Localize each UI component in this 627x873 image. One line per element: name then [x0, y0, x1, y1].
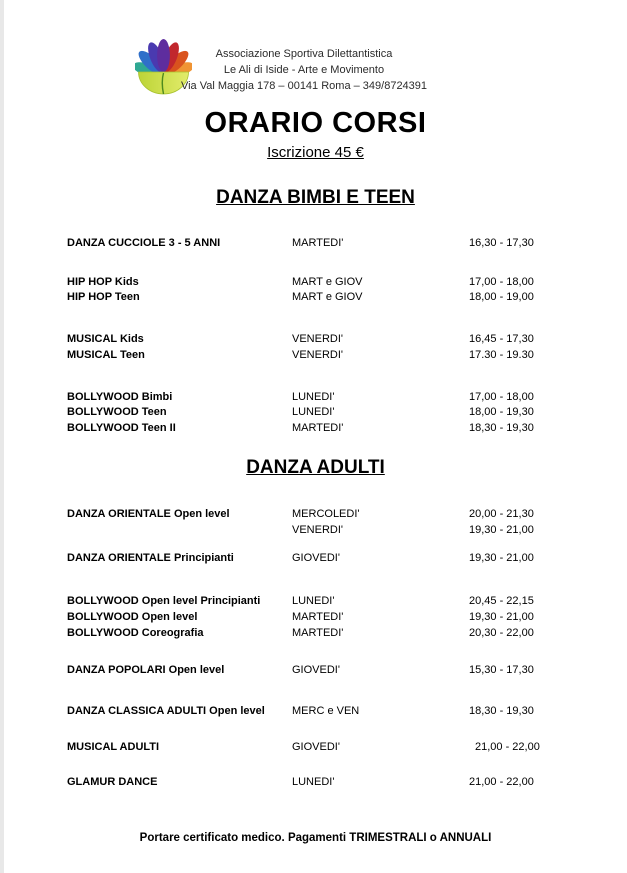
course-row: [67, 507, 607, 523]
course-time: 16,45 - 17,30: [469, 333, 534, 346]
section-danza-adulti: [4, 456, 627, 817]
course-rows-container: [4, 507, 627, 791]
association-subname: Le Ali di Iside - Arte e Movimento: [223, 64, 385, 76]
enrollment-fee: Iscrizione 45 €: [267, 144, 364, 161]
course-day: LUNEDI': [292, 390, 335, 403]
course-row: [67, 405, 607, 421]
course-time: 19,30 - 21,00: [469, 523, 534, 536]
course-rows-container: [4, 236, 627, 437]
course-name: BOLLYWOOD Coreografia: [67, 626, 204, 639]
association-header: [4, 46, 604, 94]
course-row: [67, 332, 607, 348]
course-row: [67, 704, 607, 720]
course-group: [67, 775, 607, 791]
course-group: [67, 594, 607, 641]
course-name: DANZA CUCCIOLE 3 - 5 ANNI: [67, 237, 221, 249]
course-group: [67, 332, 607, 363]
course-time: 18,30 - 19,30: [469, 704, 534, 717]
course-name: DANZA POPOLARI Open level: [67, 664, 225, 677]
course-group: [67, 507, 607, 538]
course-name: DANZA ORIENTALE Open level: [67, 508, 230, 520]
course-day: MARTEDI': [292, 626, 344, 639]
course-row: [67, 421, 607, 437]
course-name: MUSICAL ADULTI: [67, 740, 160, 753]
course-name: BOLLYWOOD Open level: [67, 610, 198, 623]
section-heading: DANZA ADULTI: [246, 457, 385, 478]
course-name: GLAMUR DANCE: [67, 776, 158, 789]
association-name: Associazione Sportiva Dilettantistica: [215, 48, 393, 60]
course-time: 19,30 - 21,00: [469, 610, 534, 623]
course-day: MERCOLEDI': [292, 508, 360, 520]
course-group: [67, 390, 607, 437]
course-time: 16,30 - 17,30: [469, 237, 534, 249]
course-row: [67, 551, 607, 567]
course-time: 20,30 - 22,00: [469, 626, 534, 639]
course-name: MUSICAL Kids: [67, 333, 144, 346]
course-row: [67, 775, 607, 791]
course-time: 18,30 - 19,30: [469, 421, 534, 434]
course-day: MARTEDI': [292, 421, 344, 434]
course-day: MARTEDI': [292, 610, 344, 623]
course-row: [67, 390, 607, 406]
course-name: [67, 523, 292, 539]
course-group: [67, 236, 607, 252]
course-row: [67, 626, 607, 642]
course-name: HIP HOP Kids: [67, 275, 139, 288]
course-name: HIP HOP Teen: [67, 291, 140, 304]
association-address: Via Val Maggia 178 – 00141 Roma – 349/8724391: [180, 80, 428, 92]
course-time: 15,30 - 17,30: [469, 664, 534, 677]
course-day: MART e GIOV: [292, 291, 363, 304]
footer-note: Portare certificato medico. Pagamenti TRIMESTRALI o ANNUALI: [139, 832, 492, 844]
course-day: VENERDI': [292, 348, 343, 361]
course-time: 21,00 - 22,00: [475, 740, 540, 753]
course-row: [67, 236, 607, 252]
course-row: [67, 663, 607, 679]
course-day: MARTEDI': [292, 237, 344, 249]
course-name: BOLLYWOOD Bimbi: [67, 390, 173, 403]
course-name: MUSICAL Teen: [67, 348, 145, 361]
course-row: [67, 740, 607, 756]
course-name: DANZA CLASSICA ADULTI Open level: [67, 704, 265, 717]
course-day: GIOVEDI': [292, 740, 340, 753]
course-day: VENERDI': [292, 333, 343, 346]
course-time: 17.30 - 19.30: [469, 348, 534, 361]
course-time: 20,45 - 22,15: [469, 595, 534, 608]
course-name: BOLLYWOOD Teen II: [67, 421, 176, 434]
course-group: [67, 663, 607, 679]
course-group: [67, 275, 607, 306]
course-day: GIOVEDI': [292, 664, 340, 677]
course-row: [67, 610, 607, 626]
course-time: 19,30 - 21,00: [469, 552, 534, 565]
course-day: LUNEDI': [292, 406, 335, 419]
course-day: LUNEDI': [292, 776, 335, 789]
course-day: MART e GIOV: [292, 275, 363, 288]
course-name: DANZA ORIENTALE Principianti: [67, 552, 234, 565]
course-time: 17,00 - 18,00: [469, 390, 534, 403]
course-time: 18,00 - 19,00: [469, 291, 534, 304]
course-row: [67, 523, 607, 539]
course-time: 21,00 - 22,00: [469, 776, 534, 789]
course-time: 20,00 - 21,30: [469, 508, 534, 520]
course-day: MERC e VEN: [292, 704, 360, 717]
section-heading: DANZA BIMBI E TEEN: [216, 187, 415, 208]
course-group: [67, 704, 607, 720]
course-name: BOLLYWOOD Teen: [67, 406, 167, 419]
course-name: BOLLYWOOD Open level Principianti: [67, 595, 261, 608]
course-row: [67, 275, 607, 291]
course-day: GIOVEDI': [292, 552, 340, 565]
course-time: 18,00 - 19,30: [469, 406, 534, 419]
course-time: 17,00 - 18,00: [469, 275, 534, 288]
page-title: ORARIO CORSI: [204, 107, 427, 139]
course-day: VENERDI': [292, 523, 343, 536]
course-row: [67, 290, 607, 306]
course-row: [67, 348, 607, 364]
course-row: [67, 594, 607, 610]
course-day: LUNEDI': [292, 595, 335, 608]
course-group: [67, 551, 607, 567]
section-danza-bimbi-e-teen: [4, 186, 627, 463]
course-group: [67, 740, 607, 756]
